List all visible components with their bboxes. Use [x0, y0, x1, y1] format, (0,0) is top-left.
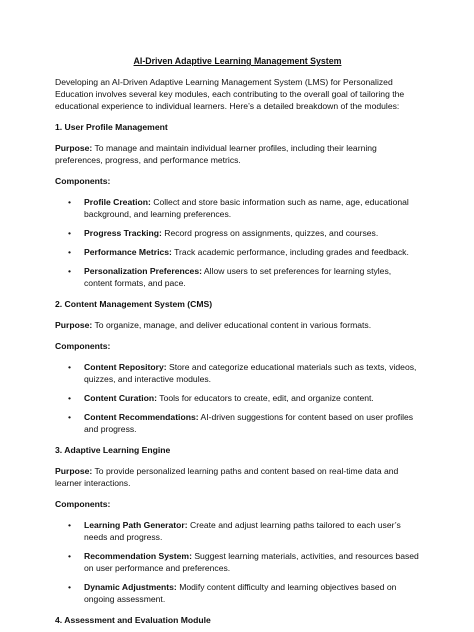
component-label: Learning Path Generator: — [84, 520, 188, 530]
components-list-3 — [55, 519, 420, 605]
components-label: Components: — [55, 341, 111, 351]
intro-paragraph: Developing an AI-Driven Adaptive Learning Management System (LMS) for Personalized Education involves several key modules, each contributing to the overall goal of tailoring the educational experience to individual learners. Here’s a detailed breakdown of the modules: — [55, 77, 405, 111]
components-list-2 — [55, 361, 420, 435]
purpose-text: To manage and maintain individual learner profiles, including their learning preferences, progress, and performance metrics. — [55, 143, 377, 165]
section-heading-2: 2. Content Management System (CMS) — [55, 299, 213, 309]
component-item — [55, 246, 420, 258]
component-text: Suggest learning materials, activities, and resources based on user performance and preferences. — [84, 551, 419, 573]
bullet-icon: • — [68, 247, 72, 257]
purpose-text: To provide personalized learning paths and content based on real-time data and learner interactions. — [55, 466, 399, 488]
bullet-icon: • — [68, 266, 72, 276]
section-purpose-1 — [55, 142, 420, 166]
bullet-icon: • — [68, 362, 72, 372]
component-text: AI-driven suggestions for content based on user profiles and progress. — [84, 412, 414, 434]
component-text: Modify content difficulty and learning objectives based on ongoing assessment. — [84, 582, 397, 604]
component-label: Content Curation: — [84, 393, 158, 403]
component-text: Tools for educators to create, edit, and organize content. — [157, 393, 374, 403]
component-label: Content Repository: — [84, 362, 167, 372]
component-label: Personalization Preferences: — [84, 266, 202, 276]
component-item — [55, 196, 420, 220]
bullet-icon: • — [68, 582, 72, 592]
component-label: Progress Tracking: — [84, 228, 162, 238]
component-text: Allow users to set preferences for learning styles, content formats, and pace. — [84, 266, 392, 288]
sections-container — [55, 121, 420, 605]
section-heading-4: 4. Assessment and Evaluation Module — [55, 615, 211, 625]
component-text: Create and adjust learning paths tailored to each user’s needs and progress. — [84, 520, 401, 542]
components-label: Components: — [55, 176, 111, 186]
component-item — [55, 550, 420, 574]
purpose-label: Purpose: — [55, 466, 93, 476]
bullet-icon: • — [68, 393, 72, 403]
component-label: Dynamic Adjustments: — [84, 582, 177, 592]
component-item — [55, 519, 420, 543]
purpose-label: Purpose: — [55, 143, 93, 153]
section-heading-3: 3. Adaptive Learning Engine — [55, 445, 171, 455]
purpose-text: To organize, manage, and deliver educational content in various formats. — [92, 320, 372, 330]
components-list-1 — [55, 196, 420, 289]
document-title: AI-Driven Adaptive Learning Management System — [133, 56, 342, 66]
component-item — [55, 265, 420, 289]
component-item — [55, 411, 420, 435]
section-purpose-3 — [55, 465, 420, 489]
bullet-icon: • — [68, 520, 72, 530]
component-text: Store and categorize educational materials such as texts, videos, quizzes, and interactive modules. — [84, 362, 417, 384]
section-heading-1: 1. User Profile Management — [55, 122, 168, 132]
bullet-icon: • — [68, 228, 72, 238]
component-text: Collect and store basic information such as name, age, educational background, and learning preferences. — [84, 197, 409, 219]
bullet-icon: • — [68, 197, 72, 207]
section-purpose-2 — [55, 319, 420, 331]
component-label: Content Recommendations: — [84, 412, 199, 422]
component-label: Profile Creation: — [84, 197, 151, 207]
component-item — [55, 581, 420, 605]
component-item — [55, 361, 420, 385]
component-label: Performance Metrics: — [84, 247, 172, 257]
component-label: Recommendation System: — [84, 551, 192, 561]
component-text: Track academic performance, including grades and feedback. — [171, 247, 409, 257]
bullet-icon: • — [68, 551, 72, 561]
purpose-label: Purpose: — [55, 320, 93, 330]
component-text: Record progress on assignments, quizzes, and courses. — [161, 228, 379, 238]
components-label: Components: — [55, 499, 111, 509]
component-item — [55, 392, 420, 404]
component-item — [55, 227, 420, 239]
bullet-icon: • — [68, 412, 72, 422]
